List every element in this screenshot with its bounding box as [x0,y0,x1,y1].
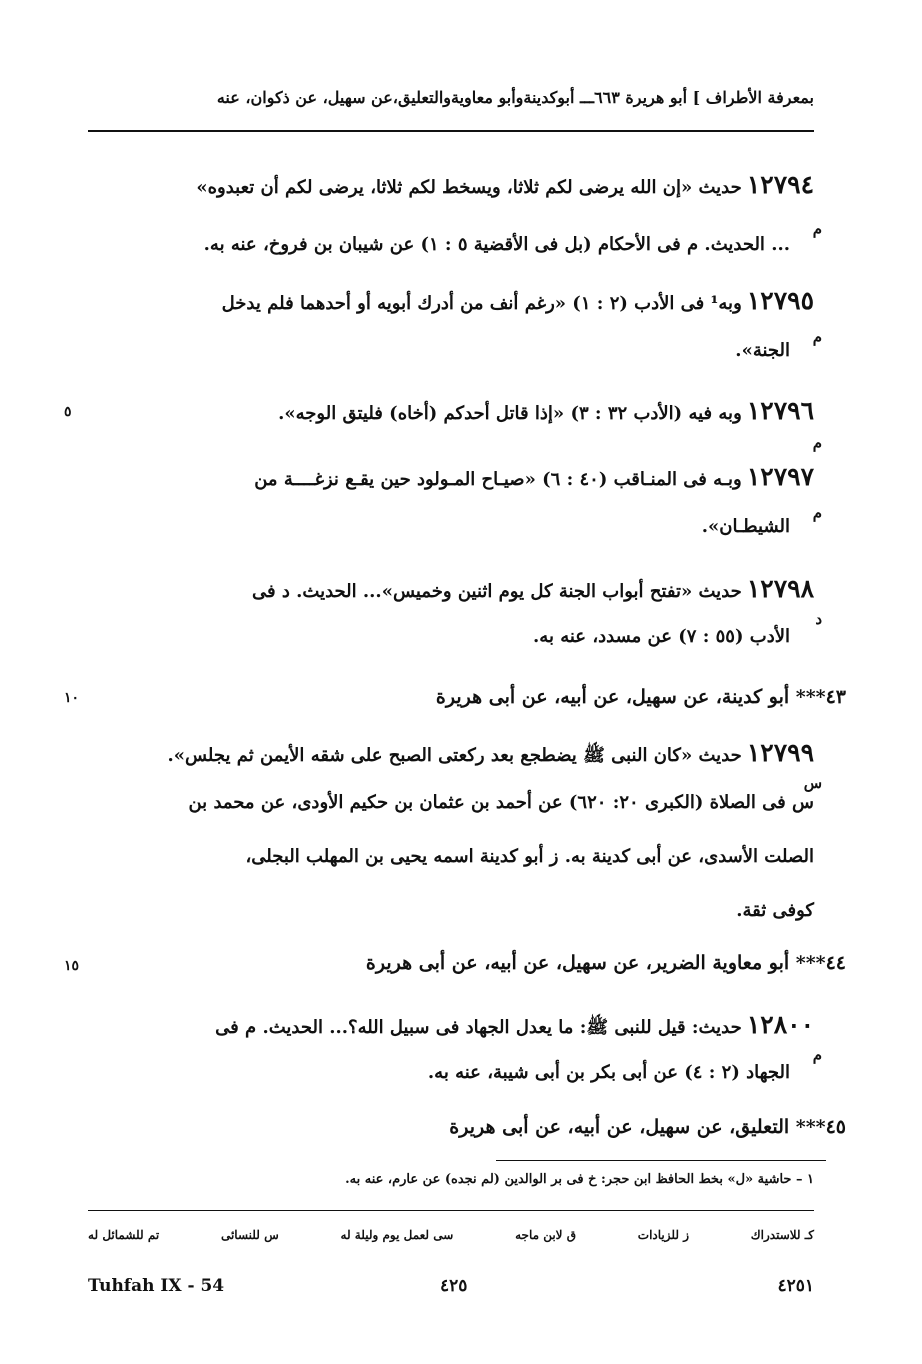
collection-symbol: م [812,220,822,238]
entry-12798 [84,574,814,603]
entry-number: ١٢٧٩٨ [746,574,814,603]
entry-number: ١٢٨٠٠ [746,1010,814,1039]
entry-text-line2: الجنة». [735,340,790,361]
section-title: أبو معاوية الضرير، عن سهيل، عن أبيه، عن أبى هريرة [365,952,790,974]
header-rule [88,130,814,132]
legend-item: كـ للاستدراك [750,1228,814,1242]
entry-12796 [84,396,814,425]
page-number: ٤٢٥ [440,1276,468,1296]
collection-symbol: م [812,1046,822,1064]
entry-12800 [84,1010,814,1042]
sigla-legend [88,1228,814,1242]
entry-number: ١٢٧٩٥ [746,286,814,315]
entry-number: ١٢٧٩٧ [746,462,814,491]
section-marker: ٤٤*** [795,952,846,974]
entry-text-line2: الأدب (٥٥ : ٧) عن مسدد، عنه به. [533,626,790,647]
entry-text: حديث: قيل للنبى ﷺ: ما يعدل الجهاد فى سبيل الله؟... الحديث. م فى [215,1017,742,1038]
section-45-heading [246,1116,846,1138]
collection-symbol: م [812,504,822,522]
entry-number: ١٢٧٩٩ [746,738,814,767]
line-number-margin: ١٥ [64,958,80,974]
running-entry-count: ٤٢٥١ [777,1276,814,1296]
section-title: التعليق، عن سهيل، عن أبيه، عن أبى هريرة [449,1116,790,1138]
legend-item: ز للزيادات [637,1228,689,1242]
line-number-margin: ١٠ [64,690,80,706]
volume-reference: Tuhfah IX - 54 [88,1276,225,1296]
entry-text: حديث «تفتح أبواب الجنة كل يوم اثنين وخميس»... الحديث. د فى [251,581,742,602]
entry-text: وبـه فى المنـاقب (٤٠ : ٦) «صيـاح المـولود حين يقـع نزغــــة من [254,469,742,490]
collection-symbol: م [812,434,822,452]
section-marker: ٤٥*** [795,1116,846,1138]
collection-symbol: د [815,610,822,628]
entry-12799 [84,738,814,770]
collection-symbol: م [812,328,822,346]
entry-12797 [84,462,814,491]
footnote: ١ – حاشية «ل» بخط الحافظ ابن حجر: خ فى بر الوالدين (لم نجده) عن عارم، عنه به. [345,1172,814,1187]
running-header: بمعرفة الأطراف ] أبو هريرة ٦٦٣ـــ أبوكدينةوأبو معاويةوالتعليق،عن سهيل، عن ذكوان، عنه [216,88,814,107]
legend-rule [88,1210,814,1211]
section-title: أبو كدينة، عن سهيل، عن أبيه، عن أبى هريرة [435,686,790,708]
legend-item: س للنسائى [220,1228,279,1242]
legend-item: سى لعمل يوم وليلة له [340,1228,454,1242]
entry-number: ١٢٧٩٦ [746,396,814,425]
section-43-heading [246,686,846,708]
entry-text-line2: س فى الصلاة (الكبرى ٢٠: ٦٢٠) عن أحمد بن عثمان بن حكيم الأودى، عن محمد بن [188,792,814,813]
entry-text-line3: الصلت الأسدى، عن أبى كدينة به. ز أبو كدينة اسمه يحيى بن المهلب البجلى، [245,846,814,867]
entry-12794 [84,170,814,199]
entry-text-line2: ... الحديث. م فى الأحكام (بل فى الأقضية ٥ : ١) عن شيبان بن فروخ، عنه به. [203,234,790,255]
entry-text: حديث «كان النبى ﷺ يضطجع بعد ركعتى الصبح على شقه الأيمن ثم يجلس». [167,745,742,766]
section-marker: ٤٣*** [795,686,846,708]
entry-text-line4: كوفى ثقة. [736,900,814,921]
entry-text: وبه فيه (الأدب ٣٢ : ٣) «إذا قاتل أحدكم (أخاه) فليتق الوجه». [278,403,742,424]
entry-text-line2: الجهاد (٢ : ٤) عن أبى بكر بن أبى شيبة، عنه به. [427,1062,790,1083]
entry-text: وبه¹ فى الأدب (٢ : ١) «رغم أنف من أدرك أبويه أو أحدهما فلم يدخل [221,293,742,314]
legend-item: تم للشمائل له [88,1228,160,1242]
entry-number: ١٢٧٩٤ [746,170,814,199]
line-number-margin: ٥ [64,404,72,420]
section-44-heading [206,952,846,974]
legend-item: ق لابن ماجه [515,1228,577,1242]
entry-12795 [84,286,814,315]
footnote-rule [496,1160,826,1161]
entry-text-line2: الشيطـان». [701,516,790,537]
entry-text: حديث «إن الله يرضى لكم ثلاثا، ويسخط لكم ثلاثا، يرضى لكم أن تعبدوه» [196,177,742,198]
collection-symbol: س [803,774,822,792]
